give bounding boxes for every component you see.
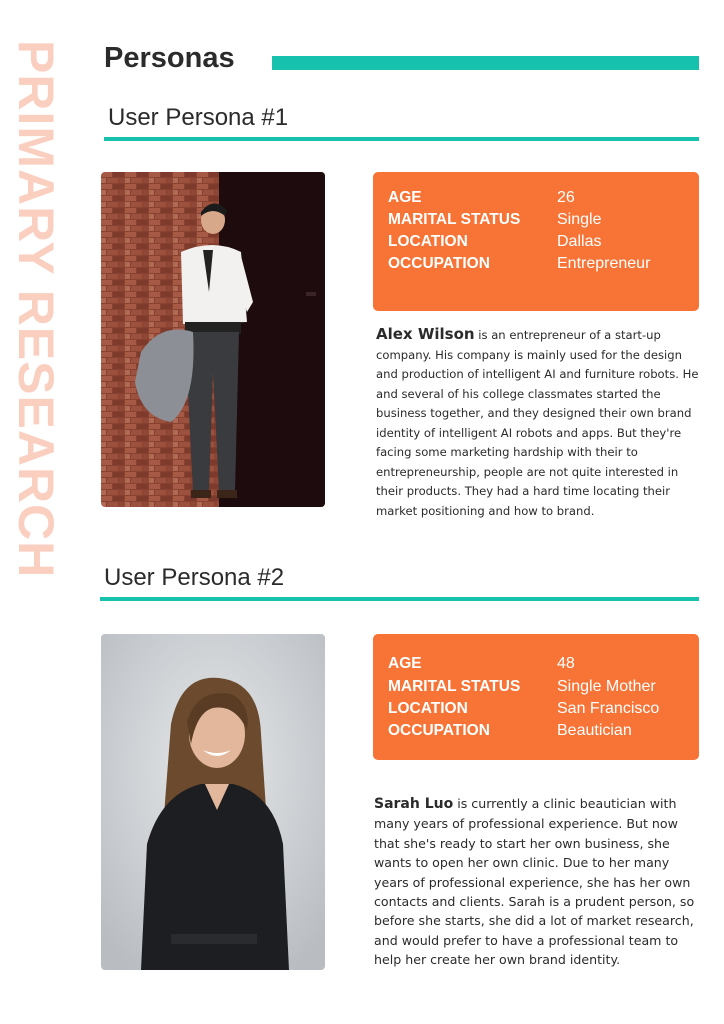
persona-2-bio-text: is currently a clinic beautician with many years of professional experience. But now that she's ready to start her own business, she wants to open her own clinic. Due to her many years of professional experience, she has her own contacts and clients. Sarah is a prudent person, so before she starts, she did a lot of market research, and would prefer to have a professional team to help her create her own brand identity. bbox=[374, 796, 695, 968]
persona-2-heading: User Persona #2 bbox=[104, 564, 285, 591]
title-accent-bar bbox=[272, 56, 699, 70]
info-value: Single Mother bbox=[557, 678, 656, 695]
persona-2-bio bbox=[374, 794, 700, 970]
persona-2-divider bbox=[100, 597, 699, 601]
info-value: 26 bbox=[557, 189, 575, 206]
vertical-section-title bbox=[8, 40, 68, 670]
persona-2-info-card bbox=[373, 634, 699, 760]
persona-2-name: Sarah Luo bbox=[374, 796, 454, 812]
page-title: Personas bbox=[104, 42, 235, 74]
info-label: OCCUPATION bbox=[388, 722, 490, 739]
persona-1-bio-text: is an entrepreneur of a start-up company. His company is mainly used for the design and production of intelligent AI and furniture robots. He and several of his college classmates started the business together, and they designed their own brand identity of intelligent AI robots and apps. But they're facing some marketing hardship with their to entrepreneurship, people are not quite interested in their products. They had a hard time locating their market positioning and how to brand. bbox=[376, 328, 699, 518]
persona-2-photo bbox=[101, 634, 325, 970]
info-label: AGE bbox=[388, 189, 422, 206]
info-label: AGE bbox=[388, 655, 422, 672]
vertical-title-text: PRIMARY RESEARCH bbox=[8, 40, 64, 579]
persona-1-heading: User Persona #1 bbox=[108, 104, 289, 131]
info-value: Beautician bbox=[557, 722, 632, 739]
info-value: Dallas bbox=[557, 233, 602, 250]
info-label: LOCATION bbox=[388, 700, 468, 717]
persona-1-photo bbox=[101, 172, 325, 507]
info-value: San Francisco bbox=[557, 700, 660, 717]
info-label: OCCUPATION bbox=[388, 255, 490, 272]
info-label: MARITAL STATUS bbox=[388, 211, 521, 228]
info-value: Entrepreneur bbox=[557, 255, 651, 272]
info-label: MARITAL STATUS bbox=[388, 678, 521, 695]
persona-1-photo-image bbox=[101, 172, 325, 507]
persona-1-bio bbox=[376, 325, 702, 521]
persona-2-photo-image bbox=[101, 634, 325, 970]
info-value: 48 bbox=[557, 655, 575, 672]
info-label: LOCATION bbox=[388, 233, 468, 250]
persona-1-name: Alex Wilson bbox=[376, 325, 475, 343]
persona-1-divider bbox=[104, 137, 699, 141]
persona-1-info-card bbox=[373, 172, 699, 311]
info-value: Single bbox=[557, 211, 602, 228]
